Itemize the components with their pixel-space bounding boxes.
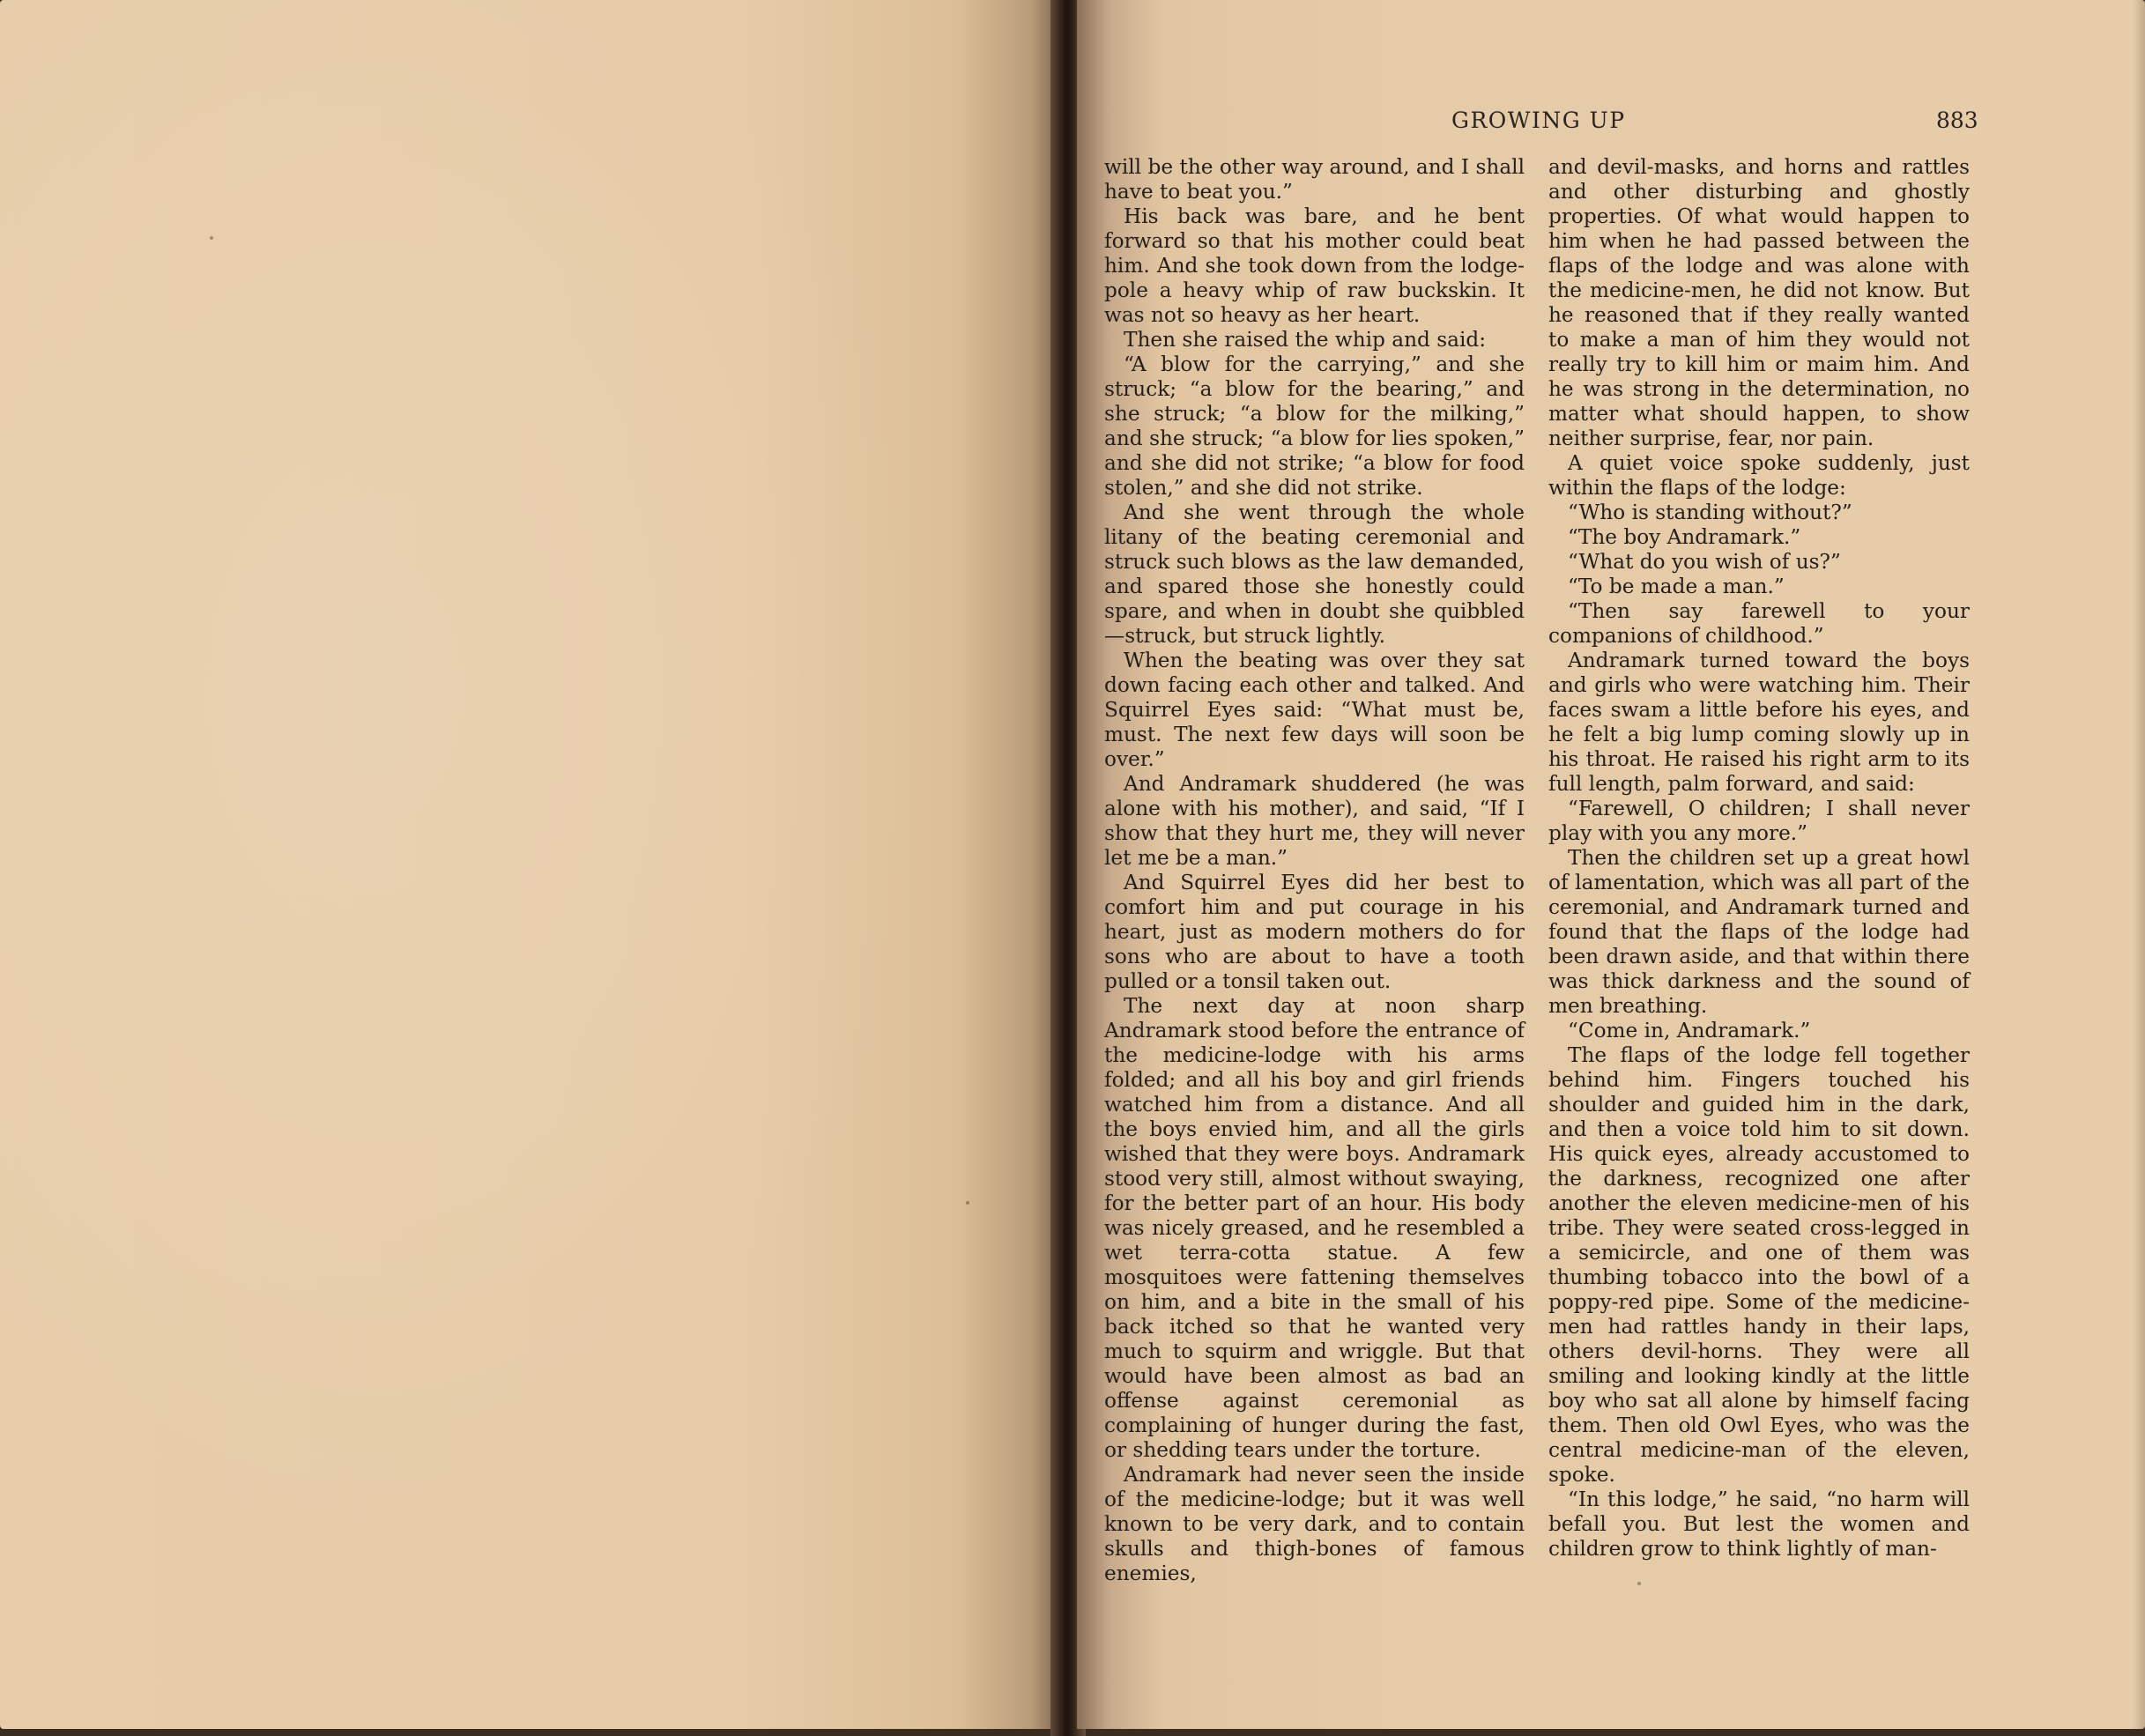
paragraph: The flaps of the lodge fell together behind him. Fingers touched his shoulder and guided him in the dark, and then a voice told him to sit down. His quick eyes, already accustomed to the darkness, recognized one after another the eleven medicine-men of his tribe. They were seated cross-legged in a semicircle, and one of them was thumbing tobacco into the bowl of a poppy-red pipe. Some of the medicine-men had rattles handy in their laps, others devil-horns. They were all smiling and looking kindly at the little boy who sat all alone by himself facing them. Then old Owl Eyes, who was the central medicine-man of the eleven, spoke. — [1548, 1043, 1970, 1487]
paragraph: And Squirrel Eyes did her best to comfort him and put courage in his heart, just as modern mothers do for sons who are about to have a tooth pulled or a tonsil taken out. — [1104, 871, 1525, 993]
paper-speck — [966, 1201, 969, 1205]
paragraph: His back was bare, and he bent forward so that his mother could beat him. And she took down from the lodge-pole a heavy whip of raw buckskin. It was not so heavy as her heart. — [1104, 204, 1525, 327]
paragraph: Andramark had never seen the inside of the medicine-lodge; but it was well known to be very dark, and to contain skulls and thigh-bones of famous enemies, — [1104, 1463, 1525, 1585]
paper-speck — [1637, 1582, 1641, 1585]
paragraph: And Andramark shuddered (he was alone with his mother), and said, “If I show that they hurt me, they will never let me be a man.” — [1104, 772, 1525, 870]
paragraph: “What do you wish of us?” — [1568, 550, 1841, 574]
paragraph: will be the other way around, and I shall have to beat you.” — [1104, 155, 1525, 204]
paragraph: “Who is standing without?” — [1568, 501, 1852, 524]
paragraph: “Come in, Andramark.” — [1568, 1019, 1811, 1042]
page-number: 883 — [1936, 108, 1978, 133]
paragraph: “In this lodge,” he said, “no harm will befall you. But lest the women and children grow to think lightly of man- — [1548, 1487, 1970, 1561]
paragraph: When the beating was over they sat down facing each other and talked. And Squirrel Eyes said: “What must be, must. The next few days will soon be over.” — [1104, 649, 1525, 771]
paragraph: The next day at noon sharp Andramark stood before the entrance of the medicine-lodge with his arms folded; and all his boy and girl friends watched him from a distance. And all the boys envied him, and all the girls wished that they were boys. Andramark stood very still, almost without swaying, for the better part of an hour. His body was nicely greased, and he resembled a wet terra-cotta statue. A few mosquitoes were fattening themselves on him, and a bite in the small of his back itched so that he wanted very much to squirm and wriggle. But that would have been almost as bad an offense against ceremonial as complaining of hunger during the fast, or shedding tears under the torture. — [1104, 994, 1525, 1462]
paragraph: Andramark turned toward the boys and girls who were watching him. Their faces swam a little before his eyes, and he felt a big lump coming slowly up in his throat. He raised his right arm to its full length, palm forward, and said: — [1548, 649, 1970, 796]
paragraph: A quiet voice spoke suddenly, just within the flaps of the lodge: — [1548, 451, 1970, 500]
paragraph: and devil-masks, and horns and rattles and other disturbing and ghostly properties. Of what would happen to him when he had passed between the flaps of the lodge and was alone with the medicine-men, he did not know. But he reasoned that if they really wanted to make a man of him they would not really try to kill him or maim him. And he was strong in the determination, no matter what should happen, to show neither surprise, fear, nor pain. — [1548, 155, 1970, 450]
paragraph: “The boy Andramark.” — [1568, 525, 1801, 549]
paragraph: “Then say farewell to your companions of childhood.” — [1548, 599, 1970, 648]
left-page-blank — [0, 0, 1062, 1729]
running-head — [1077, 108, 2145, 143]
paragraph: “To be made a man.” — [1568, 575, 1785, 598]
paragraph: Then the children set up a great howl of lamentation, which was all part of the ceremonial, and Andramark turned and found that the flaps of the lodge had been drawn aside, and that within there was thick darkness and the sound of men breathing. — [1548, 846, 1970, 1018]
paragraph: “Farewell, O children; I shall never play with you any more.” — [1548, 797, 1970, 845]
paper-speck — [210, 236, 213, 240]
paragraph: And she went through the whole litany of the beating ceremonial and struck such blows as the law demanded, and spared those she honestly could spare, and when in doubt she quibbled—struck, but struck lightly. — [1104, 501, 1525, 648]
paragraph: Then she raised the whip and said: — [1124, 328, 1487, 352]
text-column-right — [1548, 155, 1970, 1562]
running-title: GROWING UP — [1451, 108, 1626, 133]
paragraph: “A blow for the carrying,” and she struck; “a blow for the bearing,” and she struck; “a blow for the milking,” and she struck; “a blow for lies spoken,” and she did not strike; “a blow for food stolen,” and she did not strike. — [1104, 352, 1525, 500]
text-column-left — [1104, 155, 1525, 1586]
